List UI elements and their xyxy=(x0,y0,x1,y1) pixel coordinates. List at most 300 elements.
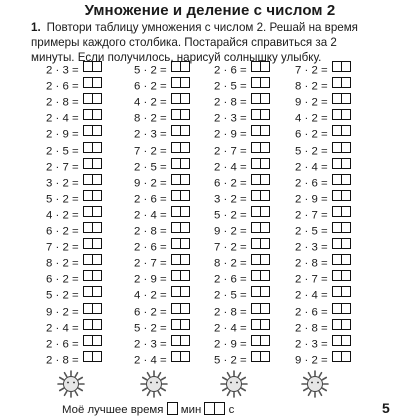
exercise-row xyxy=(46,142,102,158)
answer-box[interactable] xyxy=(251,190,261,201)
answer-box[interactable] xyxy=(251,174,261,185)
exercise-row xyxy=(214,61,270,77)
answer-box[interactable] xyxy=(171,77,181,88)
answer-box[interactable] xyxy=(181,303,190,314)
answer-box[interactable] xyxy=(261,222,270,233)
exercise-row xyxy=(295,286,351,302)
answer-box[interactable] xyxy=(261,206,270,217)
answer-box[interactable] xyxy=(332,77,342,88)
answer-boxes xyxy=(171,351,190,370)
exercise-expression: 6 · 2 = xyxy=(295,128,328,141)
answer-box[interactable] xyxy=(251,206,261,217)
answer-box[interactable] xyxy=(181,125,190,136)
answer-box[interactable] xyxy=(261,93,270,104)
exercise-expression: 2 · 5 = xyxy=(295,225,328,238)
answer-box[interactable] xyxy=(261,142,270,153)
answer-box[interactable] xyxy=(332,303,342,314)
answer-box[interactable] xyxy=(342,238,351,249)
answer-box[interactable] xyxy=(332,93,342,104)
answer-box[interactable] xyxy=(332,109,342,120)
answer-box[interactable] xyxy=(181,206,190,217)
answer-box[interactable] xyxy=(251,319,261,330)
answer-box[interactable] xyxy=(332,319,342,330)
exercise-row xyxy=(214,142,270,158)
exercise-row xyxy=(295,109,351,125)
answer-box[interactable] xyxy=(93,335,102,346)
exercise-row xyxy=(295,93,351,109)
answer-box[interactable] xyxy=(181,93,190,104)
exercise-row xyxy=(295,238,351,254)
answer-box[interactable] xyxy=(93,270,102,281)
answer-box[interactable] xyxy=(251,109,261,120)
answer-box[interactable] xyxy=(342,254,351,265)
exercise-row xyxy=(46,254,102,270)
exercise-expression: 2 · 8 = xyxy=(295,257,328,270)
exercise-expression: 5 · 2 = xyxy=(46,193,79,206)
exercise-row xyxy=(134,158,190,174)
answer-box[interactable] xyxy=(251,270,261,281)
answer-box[interactable] xyxy=(181,77,190,88)
answer-box[interactable] xyxy=(83,319,93,330)
exercise-expression: 2 · 9 = xyxy=(134,273,167,286)
answer-box[interactable] xyxy=(332,61,342,72)
answer-box[interactable] xyxy=(171,206,181,217)
answer-box[interactable] xyxy=(261,125,270,136)
exercise-expression: 2 · 4 = xyxy=(295,161,328,174)
answer-box[interactable] xyxy=(251,254,261,265)
answer-box[interactable] xyxy=(171,270,181,281)
answer-box[interactable] xyxy=(93,303,102,314)
exercise-expression: 2 · 8 = xyxy=(214,306,247,319)
exercise-expression: 9 · 2 = xyxy=(295,96,328,109)
exercise-row xyxy=(295,77,351,93)
exercise-expression: 2 · 5 = xyxy=(134,161,167,174)
exercise-row xyxy=(134,109,190,125)
exercise-expression: 2 · 5 = xyxy=(46,145,79,158)
answer-box[interactable] xyxy=(171,190,181,201)
answer-box[interactable] xyxy=(332,238,342,249)
answer-box[interactable] xyxy=(261,77,270,88)
exercise-row xyxy=(134,270,190,286)
answer-box[interactable] xyxy=(83,238,93,249)
exercise-expression: 5 · 2 = xyxy=(214,209,247,222)
answer-box[interactable] xyxy=(181,319,190,330)
answer-box[interactable] xyxy=(93,351,102,362)
exercise-expression: 2 · 8 = xyxy=(295,322,328,335)
answer-box[interactable] xyxy=(342,335,351,346)
answer-box[interactable] xyxy=(83,351,93,362)
answer-box[interactable] xyxy=(251,61,261,72)
answer-box[interactable] xyxy=(171,125,181,136)
answer-box[interactable] xyxy=(181,254,190,265)
exercise-expression: 2 · 8 = xyxy=(134,225,167,238)
answer-box[interactable] xyxy=(83,190,93,201)
exercise-row xyxy=(214,270,270,286)
answer-box[interactable] xyxy=(181,270,190,281)
answer-box[interactable] xyxy=(171,109,181,120)
exercise-row xyxy=(214,335,270,351)
exercise-row xyxy=(295,335,351,351)
answer-box[interactable] xyxy=(261,270,270,281)
exercise-row xyxy=(46,238,102,254)
answer-box[interactable] xyxy=(93,174,102,185)
best-time-line xyxy=(62,402,234,416)
exercise-expression: 6 · 2 = xyxy=(214,177,247,190)
answer-box[interactable] xyxy=(83,303,93,314)
exercise-row xyxy=(214,174,270,190)
exercise-expression: 8 · 2 = xyxy=(214,257,247,270)
answer-box[interactable] xyxy=(181,158,190,169)
exercise-row xyxy=(46,190,102,206)
minutes-answer-box[interactable] xyxy=(167,402,178,415)
answer-box[interactable] xyxy=(332,142,342,153)
exercise-row xyxy=(214,254,270,270)
answer-box[interactable] xyxy=(251,335,261,346)
exercise-expression: 8 · 2 = xyxy=(134,112,167,125)
answer-box[interactable] xyxy=(83,174,93,185)
answer-box[interactable] xyxy=(332,351,342,362)
answer-boxes xyxy=(251,351,270,370)
sun-row xyxy=(0,370,420,398)
answer-box[interactable] xyxy=(261,158,270,169)
answer-box[interactable] xyxy=(251,93,261,104)
answer-box[interactable] xyxy=(332,190,342,201)
exercise-expression: 2 · 6 = xyxy=(295,306,328,319)
answer-box[interactable] xyxy=(171,174,181,185)
answer-box[interactable] xyxy=(83,158,93,169)
exercise-expression: 2 · 3 = xyxy=(134,338,167,351)
exercise-expression: 2 · 4 = xyxy=(134,209,167,222)
answer-box[interactable] xyxy=(171,142,181,153)
answer-box[interactable] xyxy=(83,270,93,281)
answer-box[interactable] xyxy=(181,61,190,72)
answer-box[interactable] xyxy=(83,93,93,104)
exercise-expression: 2 · 3 = xyxy=(295,241,328,254)
exercise-expression: 5 · 2 = xyxy=(134,64,167,77)
exercise-expression: 2 · 9 = xyxy=(214,338,247,351)
answer-box[interactable] xyxy=(171,303,181,314)
answer-box[interactable] xyxy=(251,77,261,88)
exercise-row xyxy=(295,174,351,190)
answer-box[interactable] xyxy=(332,335,342,346)
answer-box[interactable] xyxy=(93,125,102,136)
exercise-expression: 2 · 8 = xyxy=(214,96,247,109)
answer-box[interactable] xyxy=(332,222,342,233)
answer-box[interactable] xyxy=(83,142,93,153)
minutes-label: мин xyxy=(180,404,202,416)
answer-box[interactable] xyxy=(171,158,181,169)
answer-box[interactable] xyxy=(83,222,93,233)
answer-box[interactable] xyxy=(332,270,342,281)
answer-box[interactable] xyxy=(342,222,351,233)
answer-box[interactable] xyxy=(171,319,181,330)
exercise-row xyxy=(214,319,270,335)
answer-box[interactable] xyxy=(261,109,270,120)
exercise-row xyxy=(46,109,102,125)
exercise-expression: 2 · 6 = xyxy=(46,80,79,93)
exercise-expression: 2 · 3 = xyxy=(46,64,79,77)
exercise-row xyxy=(46,270,102,286)
answer-box[interactable] xyxy=(171,254,181,265)
exercise-expression: 2 · 4 = xyxy=(46,322,79,335)
exercise-row xyxy=(295,125,351,141)
answer-box[interactable] xyxy=(83,254,93,265)
answer-box[interactable] xyxy=(342,93,351,104)
task-text: Повтори таблицу умножения с числом 2. Решай на время примеры каждого столбика. Постарайся справиться за 2 минуты. Если получилось, нарисуй солнышку улыбку. xyxy=(31,21,358,64)
exercise-row xyxy=(295,270,351,286)
seconds-answer-box-2[interactable] xyxy=(215,402,225,415)
exercise-expression: 2 · 6 = xyxy=(134,241,167,254)
exercise-row xyxy=(295,61,351,77)
page-title: Умножение и деление с числом 2 xyxy=(84,2,336,19)
exercise-expression: 3 · 2 = xyxy=(46,177,79,190)
answer-box[interactable] xyxy=(261,319,270,330)
answer-box[interactable] xyxy=(342,158,351,169)
answer-box[interactable] xyxy=(342,109,351,120)
exercise-expression: 4 · 2 = xyxy=(46,209,79,222)
exercise-row xyxy=(134,286,190,302)
exercise-expression: 4 · 2 = xyxy=(295,112,328,125)
answer-box[interactable] xyxy=(93,222,102,233)
exercise-expression: 2 · 5 = xyxy=(214,80,247,93)
answer-box[interactable] xyxy=(93,190,102,201)
exercise-row xyxy=(295,158,351,174)
exercise-row xyxy=(134,190,190,206)
exercise-row xyxy=(134,351,190,367)
exercise-row xyxy=(214,206,270,222)
answer-box[interactable] xyxy=(251,158,261,169)
answer-box[interactable] xyxy=(83,335,93,346)
answer-box[interactable] xyxy=(342,77,351,88)
answer-box[interactable] xyxy=(93,142,102,153)
exercise-row xyxy=(214,190,270,206)
exercise-expression: 7 · 2 = xyxy=(214,241,247,254)
exercise-row xyxy=(214,77,270,93)
exercise-row xyxy=(134,254,190,270)
answer-box[interactable] xyxy=(171,286,181,297)
answer-boxes xyxy=(332,351,351,370)
answer-box[interactable] xyxy=(171,351,181,362)
exercise-expression: 2 · 9 = xyxy=(295,193,328,206)
answer-box[interactable] xyxy=(83,206,93,217)
exercise-row xyxy=(134,93,190,109)
exercise-expression: 8 · 2 = xyxy=(295,80,328,93)
exercise-expression: 6 · 2 = xyxy=(134,306,167,319)
exercise-expression: 2 · 9 = xyxy=(46,128,79,141)
answer-box[interactable] xyxy=(342,303,351,314)
answer-box[interactable] xyxy=(83,77,93,88)
exercise-row xyxy=(214,93,270,109)
exercise-expression: 2 · 3 = xyxy=(214,112,247,125)
answer-box[interactable] xyxy=(93,77,102,88)
sun-icon[interactable] xyxy=(301,370,329,398)
exercise-row xyxy=(214,109,270,125)
exercise-expression: 5 · 2 = xyxy=(134,322,167,335)
exercise-expression: 4 · 2 = xyxy=(134,289,167,302)
answer-box[interactable] xyxy=(181,222,190,233)
answer-box[interactable] xyxy=(251,351,261,362)
answer-box[interactable] xyxy=(261,190,270,201)
answer-box[interactable] xyxy=(251,222,261,233)
exercise-row xyxy=(46,77,102,93)
exercise-row xyxy=(46,335,102,351)
exercise-row xyxy=(134,222,190,238)
answer-box[interactable] xyxy=(251,238,261,249)
answer-box[interactable] xyxy=(261,174,270,185)
exercise-expression: 2 · 8 = xyxy=(46,96,79,109)
answer-box[interactable] xyxy=(332,286,342,297)
exercise-expression: 2 · 6 = xyxy=(295,177,328,190)
exercise-expression: 7 · 2 = xyxy=(295,64,328,77)
answer-box[interactable] xyxy=(83,286,93,297)
exercise-row xyxy=(295,206,351,222)
answer-box[interactable] xyxy=(342,286,351,297)
answer-box[interactable] xyxy=(171,61,181,72)
exercise-row xyxy=(134,335,190,351)
answer-box[interactable] xyxy=(332,125,342,136)
answer-box[interactable] xyxy=(342,270,351,281)
answer-box[interactable] xyxy=(332,174,342,185)
answer-box[interactable] xyxy=(93,206,102,217)
exercise-expression: 2 · 7 = xyxy=(295,273,328,286)
answer-box[interactable] xyxy=(181,351,190,362)
exercise-row xyxy=(134,303,190,319)
answer-box[interactable] xyxy=(181,174,190,185)
exercise-expression: 2 · 6 = xyxy=(214,273,247,286)
page-number: 5 xyxy=(382,400,390,416)
exercise-expression: 2 · 4 = xyxy=(214,161,247,174)
exercise-expression: 9 · 2 = xyxy=(295,354,328,367)
answer-box[interactable] xyxy=(171,238,181,249)
exercise-row xyxy=(214,303,270,319)
exercise-row xyxy=(134,61,190,77)
exercise-expression: 2 · 4 = xyxy=(46,112,79,125)
answer-box[interactable] xyxy=(171,222,181,233)
answer-box[interactable] xyxy=(332,206,342,217)
answer-box[interactable] xyxy=(181,109,190,120)
answer-box[interactable] xyxy=(261,254,270,265)
answer-box[interactable] xyxy=(93,158,102,169)
exercise-row xyxy=(295,142,351,158)
exercise-expression: 5 · 2 = xyxy=(295,145,328,158)
answer-box[interactable] xyxy=(261,238,270,249)
answer-box[interactable] xyxy=(261,286,270,297)
exercise-expression: 2 · 4 = xyxy=(214,322,247,335)
answer-box[interactable] xyxy=(342,142,351,153)
answer-box[interactable] xyxy=(93,286,102,297)
exercise-row xyxy=(46,93,102,109)
exercise-row xyxy=(134,174,190,190)
exercise-row xyxy=(46,222,102,238)
answer-box[interactable] xyxy=(261,351,270,362)
exercise-expression: 2 · 6 = xyxy=(46,338,79,351)
answer-box[interactable] xyxy=(93,238,102,249)
exercise-expression: 2 · 7 = xyxy=(295,209,328,222)
exercise-row xyxy=(46,61,102,77)
exercise-row xyxy=(134,206,190,222)
answer-box[interactable] xyxy=(181,238,190,249)
exercise-row xyxy=(134,77,190,93)
exercise-expression: 2 · 8 = xyxy=(46,354,79,367)
answer-box[interactable] xyxy=(342,319,351,330)
answer-box[interactable] xyxy=(171,93,181,104)
exercise-expression: 5 · 2 = xyxy=(214,354,247,367)
answer-box[interactable] xyxy=(251,303,261,314)
answer-box[interactable] xyxy=(83,61,93,72)
exercise-expression: 2 · 7 = xyxy=(214,145,247,158)
answer-box[interactable] xyxy=(332,254,342,265)
task-instruction xyxy=(31,20,371,65)
answer-box[interactable] xyxy=(342,61,351,72)
exercise-row xyxy=(134,319,190,335)
exercise-row xyxy=(295,319,351,335)
answer-box[interactable] xyxy=(251,142,261,153)
exercise-expression: 9 · 2 = xyxy=(214,225,247,238)
answer-box[interactable] xyxy=(342,125,351,136)
answer-box[interactable] xyxy=(261,61,270,72)
exercise-expression: 2 · 4 = xyxy=(295,289,328,302)
exercise-expression: 6 · 2 = xyxy=(46,273,79,286)
answer-box[interactable] xyxy=(261,303,270,314)
answer-box[interactable] xyxy=(342,174,351,185)
seconds-answer-box-1[interactable] xyxy=(204,402,215,415)
answer-box[interactable] xyxy=(181,190,190,201)
exercise-row xyxy=(214,286,270,302)
exercise-expression: 2 · 6 = xyxy=(214,64,247,77)
sun-icon[interactable] xyxy=(140,370,168,398)
answer-box[interactable] xyxy=(93,61,102,72)
answer-box[interactable] xyxy=(93,254,102,265)
exercise-expression: 2 · 4 = xyxy=(134,354,167,367)
answer-box[interactable] xyxy=(93,109,102,120)
answer-box[interactable] xyxy=(342,206,351,217)
answer-box[interactable] xyxy=(93,319,102,330)
exercise-expression: 7 · 2 = xyxy=(46,241,79,254)
exercise-row xyxy=(134,125,190,141)
exercise-row xyxy=(134,238,190,254)
answer-box[interactable] xyxy=(251,286,261,297)
answer-box[interactable] xyxy=(342,190,351,201)
exercise-row xyxy=(295,190,351,206)
answer-boxes xyxy=(83,351,102,370)
seconds-label: с xyxy=(228,404,235,416)
sun-icon[interactable] xyxy=(220,370,248,398)
answer-box[interactable] xyxy=(181,142,190,153)
answer-box[interactable] xyxy=(83,125,93,136)
task-number: 1. xyxy=(31,21,41,34)
exercise-row xyxy=(214,238,270,254)
answer-box[interactable] xyxy=(181,286,190,297)
sun-icon[interactable] xyxy=(57,370,85,398)
answer-box[interactable] xyxy=(93,93,102,104)
answer-box[interactable] xyxy=(181,335,190,346)
exercise-expression: 3 · 2 = xyxy=(214,193,247,206)
answer-box[interactable] xyxy=(332,158,342,169)
exercise-expression: 2 · 9 = xyxy=(214,128,247,141)
answer-box[interactable] xyxy=(251,125,261,136)
exercise-expression: 6 · 2 = xyxy=(46,225,79,238)
exercise-expression: 9 · 2 = xyxy=(134,177,167,190)
answer-box[interactable] xyxy=(83,109,93,120)
exercise-expression: 2 · 3 = xyxy=(134,128,167,141)
answer-box[interactable] xyxy=(171,335,181,346)
exercise-expression: 2 · 5 = xyxy=(214,289,247,302)
exercise-expression: 9 · 2 = xyxy=(46,306,79,319)
answer-box[interactable] xyxy=(342,351,351,362)
exercise-row xyxy=(46,206,102,222)
answer-box[interactable] xyxy=(261,335,270,346)
exercise-row xyxy=(46,158,102,174)
